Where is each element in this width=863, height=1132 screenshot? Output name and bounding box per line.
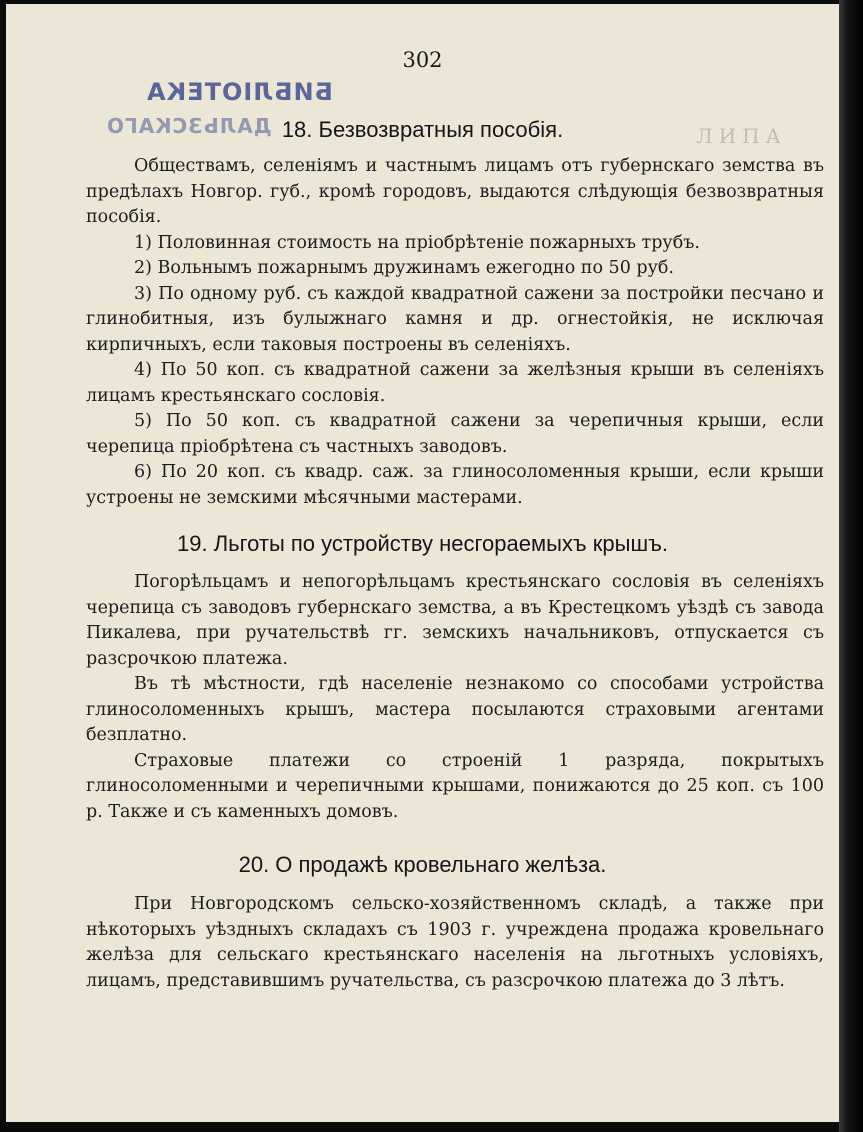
paragraph: При Новгородскомъ сельско-хозяйственномъ складѣ, а также при нѣкоторыхъ уѣздныхъ складахъ съ 1903 г. учреждена продажа кровельнаго желѣза для сельскаго крестьянскаго населенія на льготныхъ условіяхъ, лицамъ, представившимъ ручательства, съ разсрочкою платежа до 3 лѣтъ. xyxy=(86,894,824,991)
section18-heading: 18. Безвозвратныя пособія. xyxy=(281,117,564,142)
section19-body xyxy=(86,570,824,825)
list-item: 3) По одному руб. съ каждой квадратной сажени за постройки песчано и глинобитныя, изъ булыжнаго камня и др. огнестойкія, не исключая кирпичныхъ, если таковыя построены въ селеніяхъ. xyxy=(86,283,824,355)
section20-body xyxy=(86,892,824,994)
book-page xyxy=(6,4,839,1122)
section18-intro: Обществамъ, селеніямъ и частнымъ лицамъ отъ губернскаго земства въ предѣлахъ Новгор. губ., кромѣ городовъ, выдаются слѣдующія безвозвратныя пособія. xyxy=(86,156,824,227)
list-item: 6) По 20 коп. съ квадр. саж. за глиносоломенныя крыши, если крыши устроены не земскими мѣсячными мастерами. xyxy=(86,462,824,508)
list-item: 1) Половинная стоимость на пріобрѣтеніе пожарныхъ трубъ. xyxy=(134,232,700,253)
library-stamp: БИБЛІОТЕКА xyxy=(146,78,333,106)
paragraph: Въ тѣ мѣстности, гдѣ населеніе незнакомо со способами устройства глиносоломенныхъ крышъ, мастера посылаются страховыми агентами безплатно. xyxy=(86,674,824,745)
library-stamp-line2: ДАЛЬЗСКАГО xyxy=(106,114,272,138)
section19-heading: 19. Льготы по устройству несгораемыхъ крышъ. xyxy=(177,531,668,556)
bleed-through-text: ЛИПА xyxy=(696,124,787,148)
section20-heading: 20. О продажѣ кровельнаго желѣза. xyxy=(238,852,607,877)
section18-body xyxy=(86,154,824,511)
list-item: 4) По 50 коп. съ квадратной сажени за желѣзныя крыши въ селеніяхъ лицамъ крестьянскаго сословія. xyxy=(86,360,824,406)
paragraph: Погорѣльцамъ и непогорѣльцамъ крестьянскаго сословія въ селеніяхъ черепица съ заводовъ губернскаго земства, а въ Крестецкомъ уѣздѣ съ завода Пикалева, при ручательствѣ гг. земскихъ начальниковъ, отпускается съ разсрочкою платежа. xyxy=(86,572,824,669)
book-spine-edge xyxy=(839,0,863,1132)
list-item: 2) Вольнымъ пожарнымъ дружинамъ ежегодно по 50 руб. xyxy=(134,258,674,278)
paragraph: Страховые платежи со строеній 1 разряда, покрытыхъ глиносоломенными и черепичными крышами, понижаются до 25 коп. съ 100 р. Также и съ каменныхъ домовъ. xyxy=(86,750,824,822)
page-number: 302 xyxy=(402,48,443,72)
list-item: 5) По 50 коп. съ квадратной сажени за черепичныя крыши, если черепица пріобрѣтена съ частныхъ заводовъ. xyxy=(86,411,824,457)
